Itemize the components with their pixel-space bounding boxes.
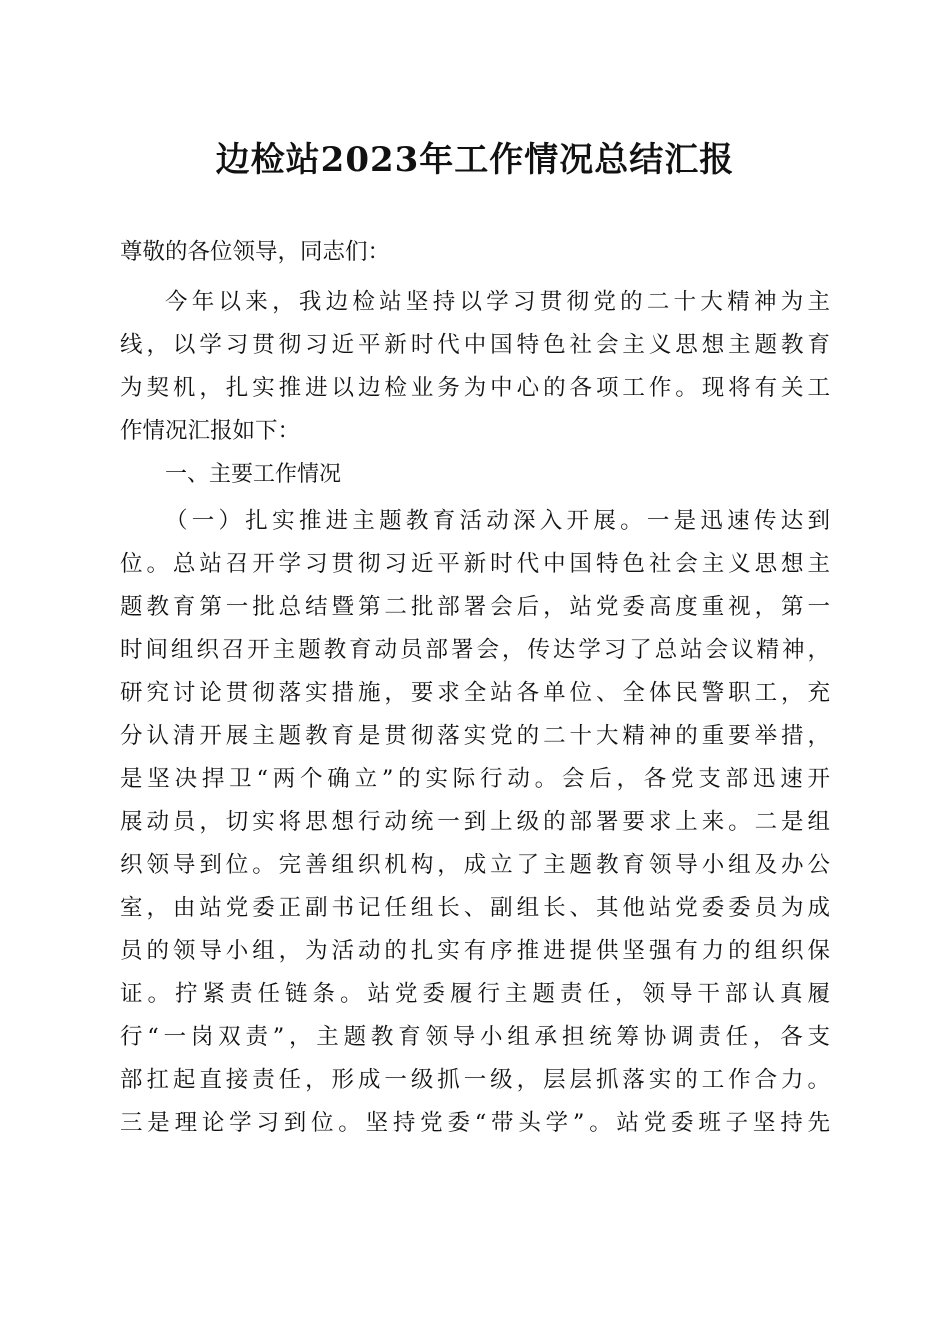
body-line: 证。拧紧责任链条。站党委履行主题责任，领导干部认真履 — [120, 981, 830, 1007]
intro-line: 线，以学习贯彻习近平新时代中国特色社会主义思想主题教育 — [120, 332, 830, 358]
body-line: 员的领导小组，为活动的扎实有序推进提供坚强有力的组织保 — [120, 938, 830, 964]
body-line: 分认清开展主题教育是贯彻落实党的二十大精神的重要举措， — [120, 723, 830, 749]
body-line: 展动员，切实将思想行动统一到上级的部署要求上来。二是组 — [120, 809, 830, 835]
document-title: 边检站2023年工作情况总结汇报 — [215, 140, 735, 180]
body-line: 是坚决捍卫“两个确立”的实际行动。会后，各党支部迅速开 — [120, 766, 830, 792]
body-line: 部扛起直接责任，形成一级抓一级，层层抓落实的工作合力。 — [120, 1067, 830, 1093]
section-heading: 一、主要工作情况 — [165, 462, 342, 487]
intro-line: 为契机，扎实推进以边检业务为中心的各项工作。现将有关工 — [120, 375, 830, 401]
body-line: 行“一岗双责”，主题教育领导小组承担统筹协调责任，各支 — [120, 1024, 830, 1050]
body-line: 时间组织召开主题教育动员部署会，传达学习了总站会议精神， — [120, 637, 830, 663]
body-line: 研究讨论贯彻落实措施，要求全站各单位、全体民警职工，充 — [120, 680, 830, 706]
body-line: （一）扎实推进主题教育活动深入开展。一是迅速传达到 — [165, 508, 830, 534]
body-line: 三是理论学习到位。坚持党委“带头学”。站党委班子坚持先 — [120, 1110, 830, 1136]
body-line: 织领导到位。完善组织机构，成立了主题教育领导小组及办公 — [120, 852, 830, 878]
body-line: 室，由站党委正副书记任组长、副组长、其他站党委委员为成 — [120, 895, 830, 921]
intro-line: 今年以来，我边检站坚持以学习贯彻党的二十大精神为主 — [165, 289, 830, 315]
body-line: 题教育第一批总结暨第二批部署会后，站党委高度重视，第一 — [120, 594, 830, 620]
intro-line: 作情况汇报如下： — [120, 418, 301, 444]
body-line: 位。总站召开学习贯彻习近平新时代中国特色社会主义思想主 — [120, 551, 830, 577]
salutation: 尊敬的各位领导，同志们： — [120, 239, 391, 265]
